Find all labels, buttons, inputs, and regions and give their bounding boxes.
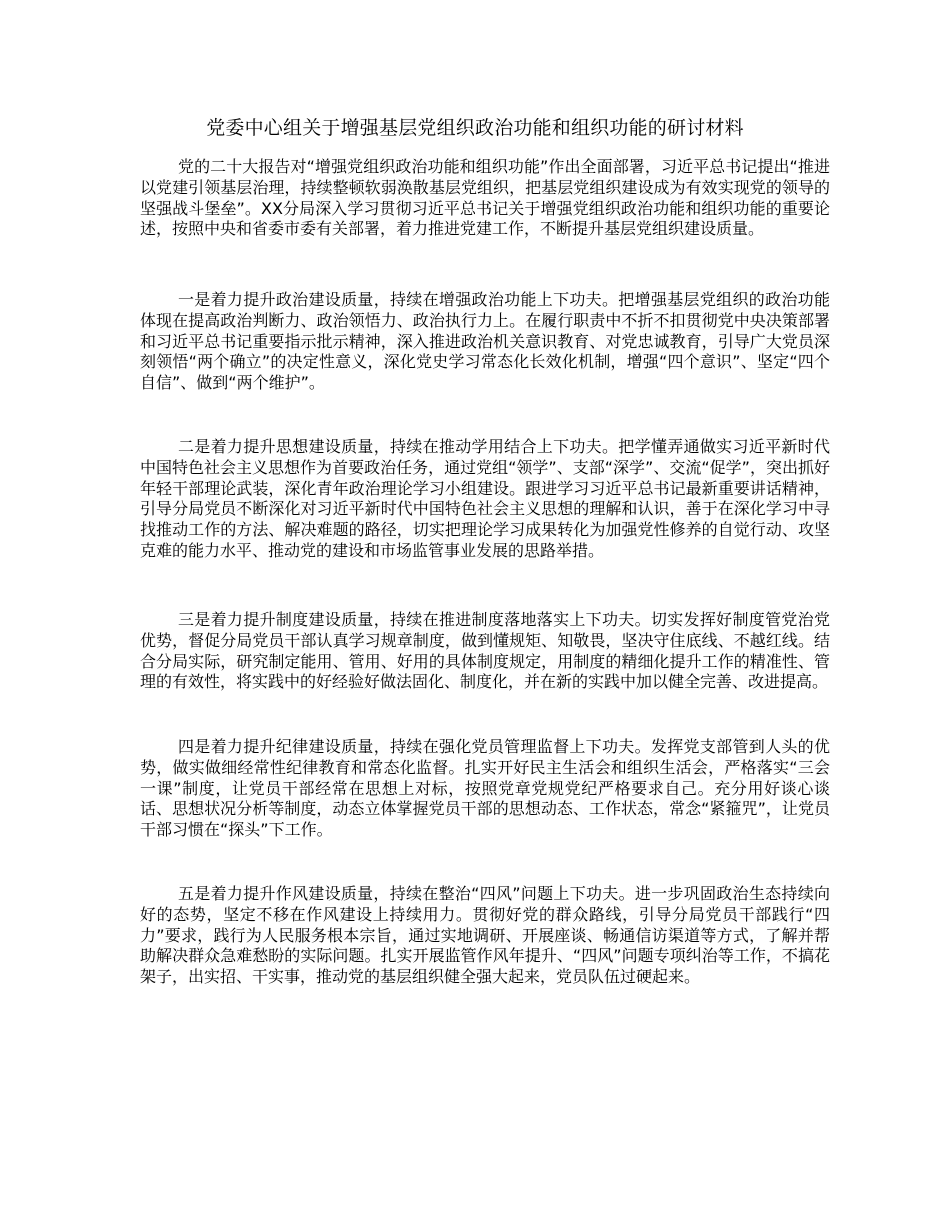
document-title: 党委中心组关于增强基层党组织政治功能和组织功能的研讨材料 [206, 117, 744, 139]
paragraph-political-building: 一是着力提升政治建设质量，持续在增强政治功能上下功夫。把增强基层党组织的政治功能体现在提高政治判断力、政治领悟力、政治执行力上。在履行职责中不折不扣贯彻党中央决策部署和习近平总书记重要指示批示精神，深入推进政治机关意识教育、对党忠诚教育，引导广大党员深刻领悟“两个确立”的决定性意义，深化党史学习常态化长效化机制，增强“四个意识”、坚定“四个自信”、做到“两个维护”。 [140, 290, 830, 393]
paragraph-discipline-building: 四是着力提升纪律建设质量，持续在强化党员管理监督上下功夫。发挥党支部管到人头的优势，做实做细经常性纪律教育和常态化监督。扎实开好民主生活会和组织生活会，严格落实“三会一课”制度，让党员干部经常在思想上对标，按照党章党规党纪严格要求自己。充分用好谈心谈话、思想状况分析等制度，动态立体掌握党员干部的思想动态、工作状态，常念“紧箍咒”，让党员干部习惯在“探头”下工作。 [140, 737, 830, 840]
paragraph-style-building: 五是着力提升作风建设质量，持续在整治“四风”问题上下功夫。进一步巩固政治生态持续向好的态势，坚定不移在作风建设上持续用力。贯彻好党的群众路线，引导分局党员干部践行“四力”要求，践行为人民服务根本宗旨，通过实地调研、开展座谈、畅通信访渠道等方式，了解并帮助解决群众急难愁盼的实际问题。扎实开展监管作风年提升、“四风”问题专项纠治等工作，不搞花架子，出实招、干实事，推动党的基层组织健全强大起来，党员队伍过硬起来。 [140, 884, 830, 987]
paragraph-intro: 党的二十大报告对“增强党组织政治功能和组织功能”作出全面部署，习近平总书记提出“推进以党建引领基层治理，持续整顿软弱涣散基层党组织，把基层党组织建设成为有效实现党的领导的坚强战斗堡垒”。XX分局深入学习贯彻习近平总书记关于增强党组织政治功能和组织功能的重要论述，按照中央和省委市委有关部署，着力推进党建工作，不断提升基层党组织建设质量。 [140, 157, 830, 239]
paragraph-ideological-building: 二是着力提升思想建设质量，持续在推动学用结合上下功夫。把学懂弄通做实习近平新时代中国特色社会主义思想作为首要政治任务，通过党组“领学”、支部“深学”、交流“促学”，突出抓好年轻干部理论武装，深化青年政治理论学习小组建设。跟进学习习近平总书记最新重要讲话精神，引导分局党员不断深化对习近平新时代中国特色社会主义思想的理解和认识，善于在深化学习中寻找推动工作的方法、解决难题的路径，切实把理论学习成果转化为加强党性修养的自觉行动、攻坚克难的能力水平、推动党的建设和市场监管事业发展的思路举措。 [140, 437, 830, 560]
paragraph-institutional-building: 三是着力提升制度建设质量，持续在推进制度落地落实上下功夫。切实发挥好制度管党治党优势，督促分局党员干部认真学习规章制度，做到懂规矩、知敬畏，坚决守住底线、不越红线。结合分局实际，研究制定能用、管用、好用的具体制度规定，用制度的精细化提升工作的精准性、管理的有效性，将实践中的好经验好做法固化、制度化，并在新的实践中加以健全完善、改进提高。 [140, 610, 830, 692]
